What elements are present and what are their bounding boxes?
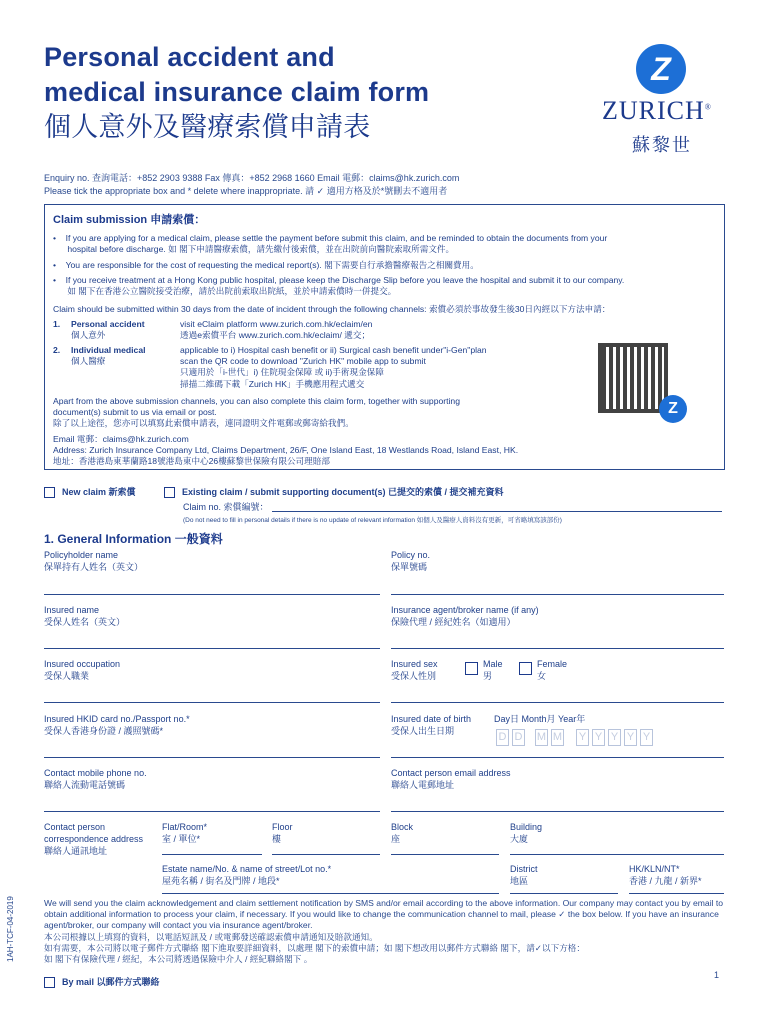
female-checkbox[interactable]: [519, 662, 532, 675]
by-mail-checkbox[interactable]: [44, 977, 55, 988]
claim-submission-box: [44, 204, 725, 470]
channel-2-no: 2.: [53, 345, 61, 355]
footer-p3: 如有需要，本公司將以電子郵件方式聯絡 閣下進取要詳細資料，以處理 閣下的索償申請；如 閣下想改用以郵件方式聯絡 閣下，請✓以下方格：: [44, 942, 585, 953]
section-1-heading: 1. General Information 一般資料: [44, 532, 223, 546]
hkid-input[interactable]: [44, 757, 380, 758]
mobile-input[interactable]: [44, 811, 380, 812]
bullet-2: • You are responsible for the cost of requesting the medical report(s). 閣下需要自行承擔醫療報告之相關費用。: [53, 260, 479, 270]
occupation-input[interactable]: [44, 702, 380, 703]
building-input[interactable]: [510, 854, 724, 855]
submission-email: Email 電郵：claims@hk.zurich.com: [53, 434, 189, 444]
claim-no-label: Claim no. 索償編號：: [183, 502, 269, 512]
claim-no-note: (Do not need to fill in personal details if there is no update of relevant information 如個人及醫療人資料沒有更新，可省略填寫該部份): [183, 517, 562, 524]
submission-address-zh: 地址：香港港島東華蘭路18號港島東中心26樓蘇黎世保險有限公司理賠部: [53, 456, 330, 466]
address-label: Contact person correspondence address 聯絡人通訊地址: [44, 822, 144, 856]
estate-input[interactable]: [162, 893, 499, 894]
sex-label: Insured sex 受保人性別: [391, 659, 438, 681]
footer-notice: [44, 898, 724, 965]
estate-label: Estate name/No. & name of street/Lot no.* 屋苑名稱 / 街名及門牌 / 地段*: [162, 864, 332, 886]
by-mail-label: By mail 以郵件方式聯絡: [62, 977, 160, 987]
female-label: Female 女: [537, 659, 568, 681]
dob-year-4[interactable]: Y: [624, 729, 637, 746]
dob-year-3[interactable]: Y: [608, 729, 621, 746]
existing-claim-checkbox[interactable]: [164, 487, 175, 498]
channel-1-label: Personal accident 個人意外: [71, 319, 145, 341]
existing-claim-label: Existing claim / submit supporting document(s) 已提交的索償 / 提交補充資料: [182, 487, 504, 497]
sex-underline: [391, 702, 724, 703]
new-claim-label: New claim 新索償: [62, 487, 136, 497]
instruction-line: Please tick the appropriate box and * delete where inappropriate. 請 ✓ 適用方格及於*號刪去不適用者: [44, 186, 448, 196]
occupation-label: Insured occupation 受保人職業: [44, 659, 121, 681]
block-input[interactable]: [391, 854, 499, 855]
channel-1-no: 1.: [53, 319, 61, 329]
logo-wordmark: ZURICH®: [602, 96, 712, 125]
contact-line: Enquiry no. 查詢電話：+852 2903 9388 Fax 傳真：+852 2968 1660 Email 電郵：claims@hk.zurich.com: [44, 173, 460, 183]
email-label: Contact person email address 聯絡人電郵地址: [391, 768, 511, 790]
eclaim-link[interactable]: visit eClaim platform www.zurich.com.hk/eclaim/en: [180, 319, 373, 329]
form-code: 1AH-TCF-04-2019: [6, 896, 15, 962]
hkid-label: Insured HKID card no./Passport no.* 受保人香港身份證 / 護照號碼*: [44, 714, 190, 736]
policy-no-label: Policy no. 保單號碼: [391, 550, 431, 572]
form-title: [44, 40, 429, 145]
footer-p1: We will send you the claim acknowledgement and claim settlement notification by SMS and/or email according to the above information. Our company may contact you by email to obtain additional information to process your claim, if necessary. If you would like to change the communication channel to mail, please ✓ the box below. If you have an insurance agent/broker, our company will contact you via insurance agent/broker.: [44, 898, 724, 931]
flat-input[interactable]: [162, 854, 262, 855]
flat-label: Flat/Room* 室 / 單位*: [162, 822, 208, 844]
insured-name-input[interactable]: [44, 648, 380, 649]
male-checkbox[interactable]: [465, 662, 478, 675]
zurich-logo: [602, 38, 742, 158]
block-label: Block 座: [391, 822, 414, 844]
title-line1: Personal accident and: [44, 42, 335, 72]
footer-p4: 如 閣下有保險代理 / 經紀，本公司將透過保險中介人 / 經紀聯絡閣下 。: [44, 954, 313, 965]
footer-p2: 本公司根據以上填寫的資料，以電話短訊及 / 或電郵發送確認索償申請通知及賠款通知。: [44, 931, 378, 942]
policyholder-input[interactable]: [44, 594, 380, 595]
submit-within: Claim should be submitted within 30 days from the date of incident through the following channels: 索償必須於事故發生後30日內經以下方法申請：: [53, 304, 611, 314]
dob-year-2[interactable]: Y: [592, 729, 605, 746]
qr-code[interactable]: [598, 343, 668, 413]
policyholder-label: Policyholder name 保單持有人姓名（英文）: [44, 550, 144, 572]
dob-units: Day日 Month月 Year年: [494, 714, 586, 724]
channel-2-label: Individual medical 個人醫療: [71, 345, 146, 367]
insured-name-label: Insured name 受保人姓名（英文）: [44, 605, 126, 627]
qr-code-area: [573, 325, 713, 435]
title-line2: medical insurance claim form: [44, 77, 430, 107]
page-number: 1: [714, 970, 720, 980]
email-input[interactable]: [391, 811, 724, 812]
dob-month-2[interactable]: M: [551, 729, 564, 746]
male-label: Male 男: [483, 659, 503, 681]
dob-year-5[interactable]: Y: [640, 729, 653, 746]
dob-day-2[interactable]: D: [512, 729, 525, 746]
claim-no-input[interactable]: [272, 511, 722, 512]
region-input[interactable]: [629, 893, 724, 894]
building-label: Building 大廈: [510, 822, 543, 844]
agent-input[interactable]: [391, 648, 724, 649]
submission-address: Address: Zurich Insurance Company Ltd, Claims Department, 26/F, One Island East, 18 Westlands Road, Island East, HK.: [53, 445, 519, 455]
floor-input[interactable]: [272, 854, 380, 855]
policy-no-input[interactable]: [391, 594, 724, 595]
floor-label: Floor 樓: [272, 822, 293, 844]
agent-label: Insurance agent/broker name (if any) 保險代理 / 經紀姓名（如適用）: [391, 605, 539, 627]
district-input[interactable]: [510, 893, 618, 894]
dob-underline: [391, 757, 724, 758]
logo-zh: 蘇黎世: [632, 135, 692, 155]
channel-1-desc: visit eClaim platform www.zurich.com.hk/eclaim/en 透過e索償平台 www.zurich.com.hk/eclaim/ 遞交；: [180, 319, 373, 341]
dob-label: Insured date of birth 受保人出生日期: [391, 714, 472, 736]
mobile-label: Contact mobile phone no. 聯絡人流動電話號碼: [44, 768, 147, 790]
channel-2-desc: applicable to i) Hospital cash benefit or ii) Surgical cash benefit under"i-Gen"plan scan the QR code to download "Zurich HK" mobile app to submit 只適用於「i-世代」i) 住院現金保障 或 ii)手術現金保障 掃描二維碼下載「Zurich HK」手機應用程式遞交: [180, 345, 487, 389]
apart-text: Apart from the above submission channels, you can also complete this claim form, together with supporting document(s) submit to us via email or post. 除了以上途徑，您亦可以填寫此索償申請表，連同證明文件電郵或郵寄給我們。: [53, 396, 460, 429]
title-zh: 個人意外及醫療索償申請表: [44, 112, 371, 142]
submission-title: Claim submission 申請索償：: [53, 214, 206, 226]
zurich-badge-icon: Z: [659, 395, 687, 423]
region-label: HK/KLN/NT* 香港 / 九龍 / 新界*: [629, 864, 702, 886]
bullet-3: • If you receive treatment at a Hong Kong public hospital, please keep the Discharge Slip before you leave the hospital and submit it to our company. 如 閣下在香港公立醫院接受治療，請於出院前索取出院紙，並於申請索償時一併提交。: [53, 275, 625, 297]
dob-year-1[interactable]: Y: [576, 729, 589, 746]
district-label: District 地區: [510, 864, 538, 886]
dob-month-1[interactable]: M: [535, 729, 548, 746]
new-claim-checkbox[interactable]: [44, 487, 55, 498]
bullet-1: • If you are applying for a medical claim, please settle the payment before submit this claim, and be reminded to obtain the documents from your hospital before discharge. 如 閣下申請醫療索償，請先繳付後索償，並在出院前向醫院索取所需文件。: [53, 233, 608, 255]
zurich-z-icon: Z: [636, 44, 686, 94]
dob-day-1[interactable]: D: [496, 729, 509, 746]
